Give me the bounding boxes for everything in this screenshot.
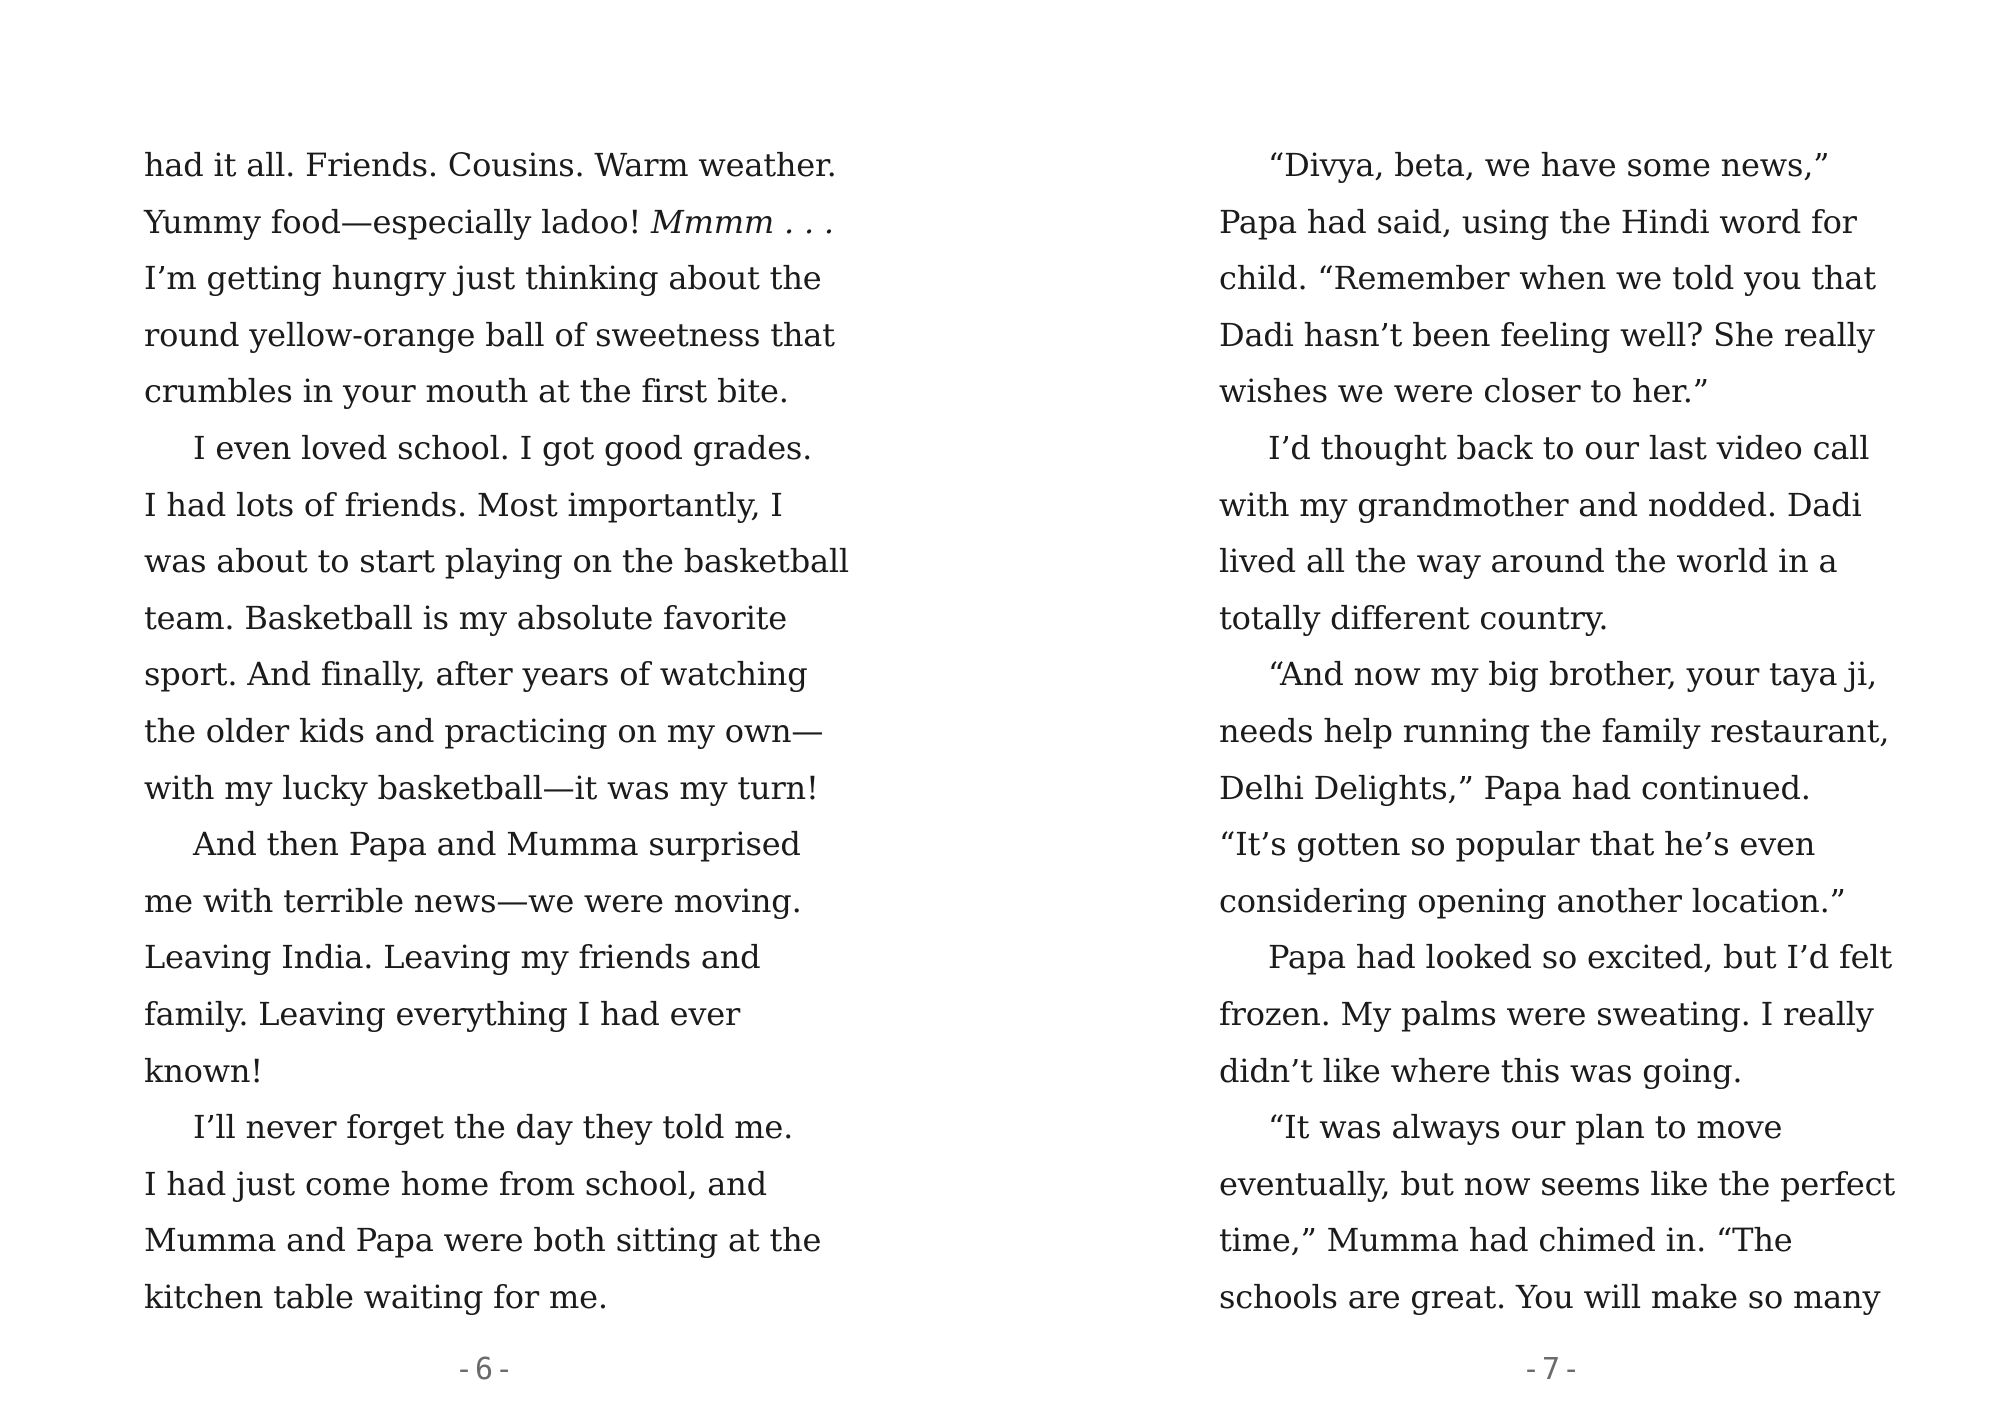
right-page (1219, 137, 1899, 1325)
text-line: schools are great. You will make so many (1219, 1277, 1881, 1316)
text-line: And then Papa and Mumma surprised (193, 825, 801, 864)
text-line: “And now my big brother, your taya ji, (1268, 655, 1878, 694)
text-line: with my lucky basketball—it was my turn! (144, 768, 819, 807)
text-line: I’ll never forget the day they told me. (193, 1108, 794, 1147)
left-page (144, 137, 849, 1325)
text-line: round yellow-orange ball of sweetness that (144, 315, 835, 354)
text-fragment: Yummy food—especially ladoo! (144, 202, 652, 241)
text-line: “It was always our plan to move (1268, 1108, 1783, 1147)
text-line: Papa had looked so excited, but I’d felt (1268, 938, 1893, 977)
text-line: Mumma and Papa were both sitting at the (144, 1221, 822, 1260)
page-number-right: -7- (1522, 1352, 1583, 1387)
text-line: totally different country. (1219, 598, 1609, 637)
text-line: I even loved school. I got good grades. (193, 428, 813, 467)
text-line: Delhi Delights,” Papa had continued. (1219, 768, 1811, 807)
text-line: Papa had said, using the Hindi word for (1219, 202, 1857, 241)
italic-text: Mmmm . . . (651, 202, 834, 241)
text-line: eventually, but now seems like the perfect (1219, 1164, 1895, 1203)
text-line: “Divya, beta, we have some news,” (1268, 146, 1830, 184)
page-number-left: -6- (455, 1352, 516, 1387)
text-line: sport. And finally, after years of watching (144, 655, 808, 694)
text-line (144, 194, 834, 251)
text-line: lived all the way around the world in a (1219, 542, 1838, 581)
text-line: with my grandmother and nodded. Dadi (1219, 485, 1862, 524)
text-line: considering opening another location.” (1219, 881, 1846, 920)
text-line: wishes we were closer to her.” (1219, 372, 1709, 411)
text-line: known! (144, 1051, 263, 1090)
text-line: team. Basketball is my absolute favorite (144, 598, 788, 637)
text-line: “It’s gotten so popular that he’s even (1219, 825, 1816, 864)
text-line: didn’t like where this was going. (1219, 1051, 1743, 1090)
text-line: me with terrible news—we were moving. (144, 881, 802, 920)
text-line: frozen. My palms were sweating. I really (1219, 994, 1874, 1033)
text-line: I had lots of friends. Most importantly, I (144, 485, 783, 524)
text-line: child. “Remember when we told you that (1219, 259, 1876, 298)
text-line: was about to start playing on the basketball (144, 542, 849, 581)
text-line: had it all. Friends. Cousins. Warm weather. (144, 146, 837, 184)
text-line: I had just come home from school, and (144, 1164, 767, 1203)
text-line: Leaving India. Leaving my friends and (144, 938, 761, 977)
text-line: the older kids and practicing on my own— (144, 711, 824, 750)
text-line: I’m getting hungry just thinking about the (144, 259, 822, 298)
text-line: time,” Mumma had chimed in. “The (1219, 1221, 1793, 1260)
text-line: kitchen table waiting for me. (144, 1277, 608, 1316)
text-line: needs help running the family restaurant, (1219, 711, 1890, 750)
text-line: family. Leaving everything I had ever (144, 994, 741, 1033)
text-line: Dadi hasn’t been feeling well? She really (1219, 315, 1875, 354)
text-line: I’d thought back to our last video call (1268, 428, 1870, 467)
text-line: crumbles in your mouth at the first bite. (144, 372, 789, 411)
